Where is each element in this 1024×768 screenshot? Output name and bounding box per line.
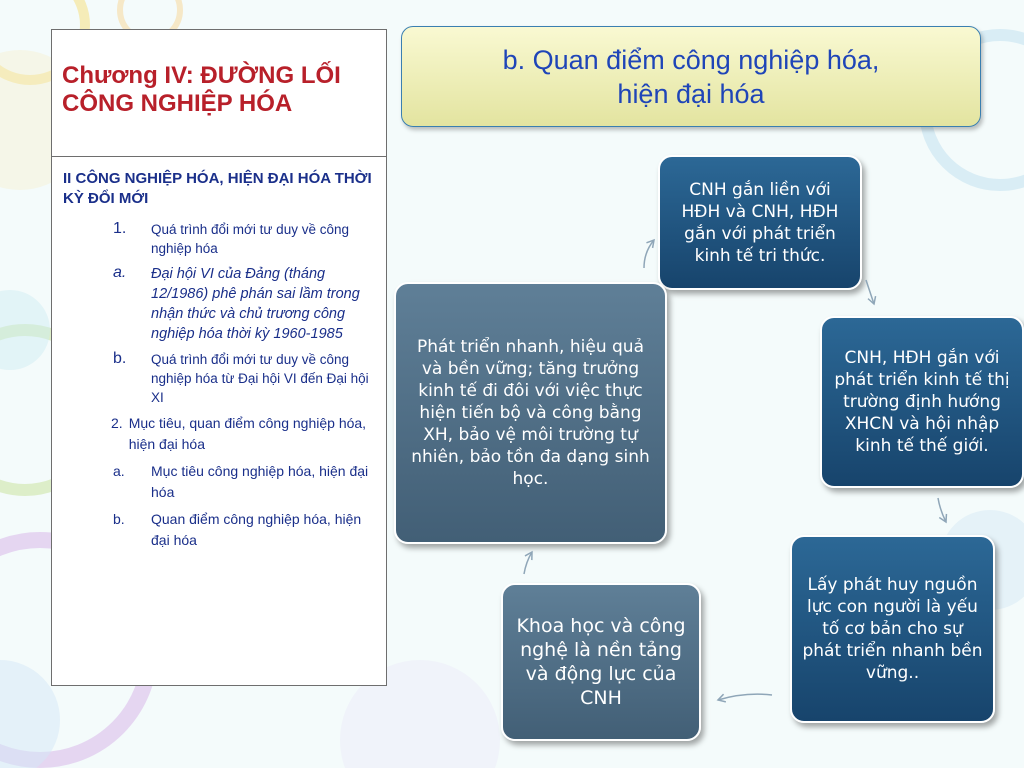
outline-item (63, 350, 383, 407)
outline-number: a. (113, 463, 125, 479)
slide-header (401, 26, 981, 127)
node-text: Khoa học và công nghệ là nền tảng và động lực của CNH (516, 615, 686, 709)
outline-text: Đại hội VI của Đảng (tháng 12/1986) phê phán sai lầm trong nhận thức và chủ trương công nghiệp hóa thời kỳ 1960-1985 (151, 266, 360, 342)
outline-item (63, 264, 383, 344)
panel-divider (52, 156, 386, 157)
node-text: Phát triển nhanh, hiệu quả và bền vững; tăng trưởng kinh tế đi đôi với việc thực hiện tiến bộ và công bằng XH, bảo vệ môi trường tự nhiên, bảo tồn đa dạng sinh học. (411, 337, 650, 489)
node-text: CNH gắn liền với HĐH và CNH, HĐH gắn với phát triển kinh tế tri thức. (681, 179, 839, 266)
outline-text: Mục tiêu, quan điểm công nghiệp hóa, hiện đại hóa (128, 415, 367, 452)
node-text: Lấy phát huy nguồn lực con người là yếu tố cơ bản cho sự phát triển nhanh bền vững.. (802, 575, 983, 683)
outline-item (63, 413, 383, 455)
outline-number: 2. (111, 415, 123, 431)
chapter-title: Chương IV: ĐƯỜNG LỐI CÔNG NGHIỆP HÓA (62, 62, 341, 117)
outline-text: Quá trình đổi mới tư duy về công nghiệp hóa từ Đại hội VI đến Đại hội XI (151, 352, 369, 405)
outline-number: b. (113, 350, 127, 367)
header-line-2: hiện đại hóa (617, 78, 765, 109)
node-human-resources (790, 535, 995, 723)
outline-text: Quan điểm công nghiệp hóa, hiện đại hóa (151, 511, 362, 548)
outline-item (63, 509, 383, 551)
outline-text: Mục tiêu công nghiệp hóa, hiện đại hóa (151, 463, 369, 500)
section-heading: II CÔNG NGHIỆP HÓA, HIỆN ĐẠI HÓA THỜI KỲ ĐỔI MỚI (63, 170, 372, 207)
header-line-1: b. Quan điểm công nghiệp hóa, (502, 44, 880, 75)
node-market-economy (820, 316, 1024, 488)
node-text: CNH, HĐH gắn với phát triển kinh tế thị trường định hướng XHCN và hội nhập kinh tế thế giới. (834, 348, 1010, 456)
outline-item (63, 461, 383, 503)
outline-number: a. (113, 264, 127, 281)
outline-number: 1. (113, 220, 127, 237)
chapter-outline-panel (51, 29, 387, 686)
outline-item (63, 220, 383, 258)
outline-text: Quá trình đổi mới tư duy về công nghiệp hóa (151, 222, 349, 256)
node-sustainable-development (394, 282, 667, 544)
outline-number: b. (113, 511, 125, 527)
outline-list (63, 220, 383, 557)
node-science-technology (501, 583, 701, 741)
node-knowledge-economy (658, 155, 862, 290)
